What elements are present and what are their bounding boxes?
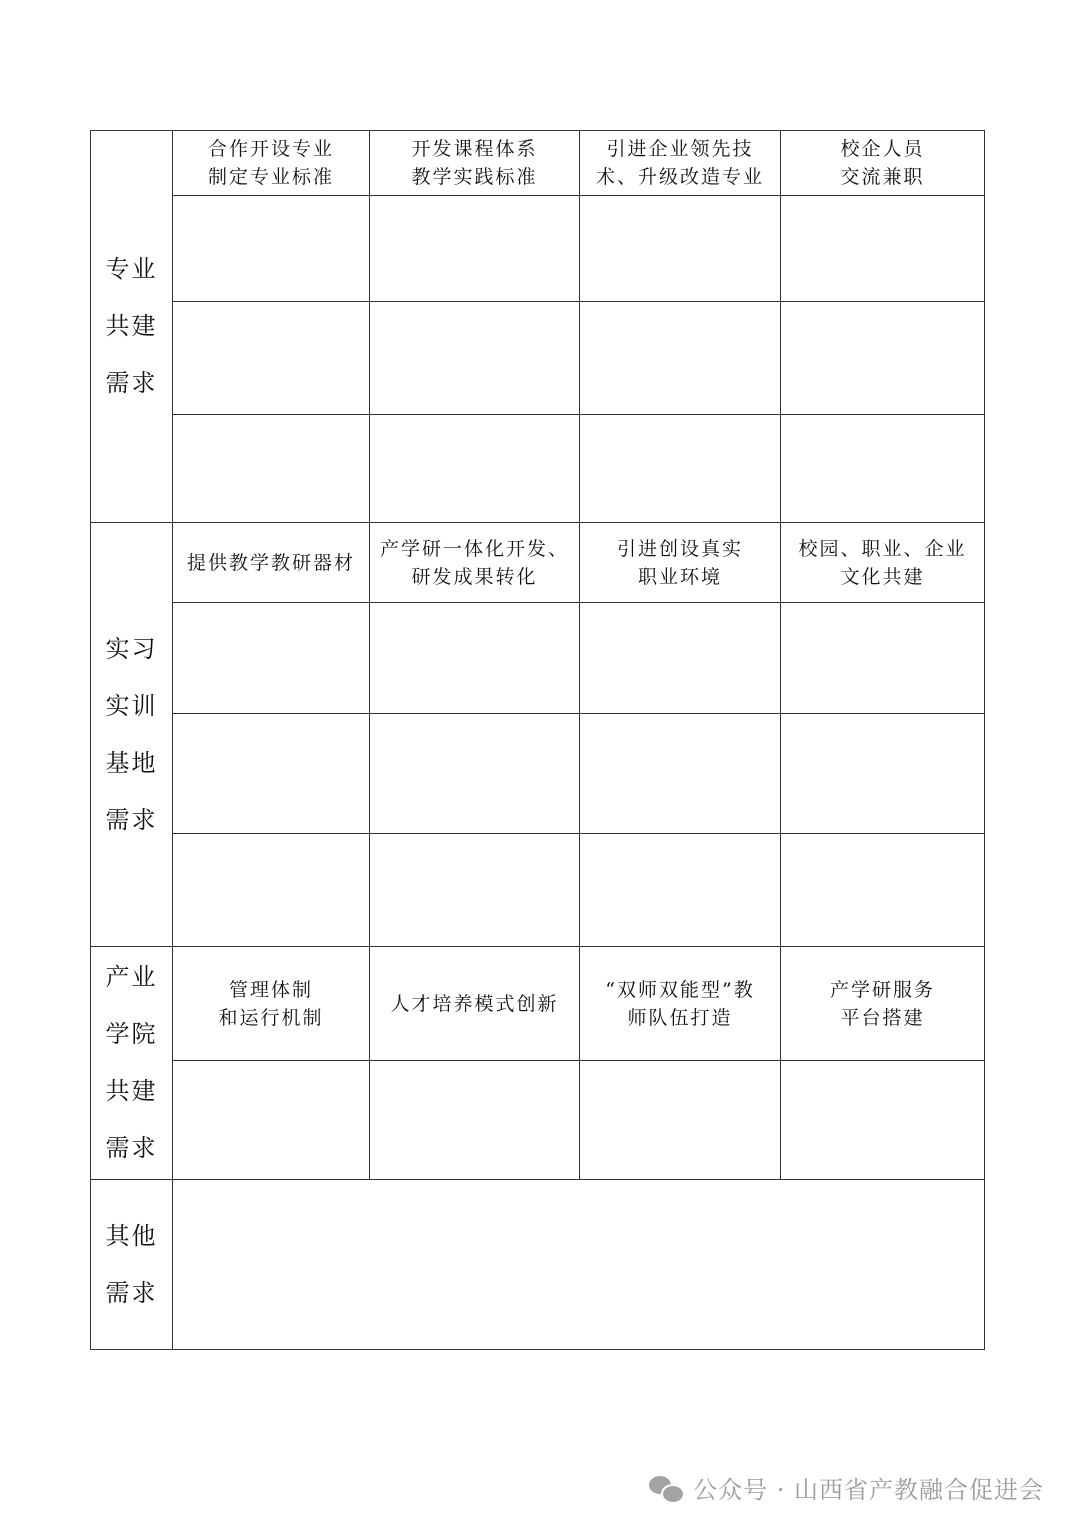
- entry-cell[interactable]: [370, 1061, 580, 1180]
- entry-cell[interactable]: [781, 415, 985, 523]
- watermark: [649, 1470, 1044, 1505]
- header-cell: 开发课程体系 教学实践标准: [370, 131, 580, 196]
- entry-cell[interactable]: [580, 1061, 781, 1180]
- entry-cell[interactable]: [370, 714, 580, 834]
- wechat-icon: [649, 1474, 683, 1502]
- entry-cell[interactable]: [173, 302, 370, 415]
- entry-cell[interactable]: [580, 714, 781, 834]
- entry-cell[interactable]: [580, 603, 781, 714]
- entry-cell[interactable]: [370, 834, 580, 947]
- entry-cell[interactable]: [173, 196, 370, 302]
- entry-cell[interactable]: [781, 603, 985, 714]
- header-cell: 引进企业领先技 术、升级改造专业: [580, 131, 781, 196]
- entry-cell[interactable]: [173, 834, 370, 947]
- entry-cell[interactable]: [173, 415, 370, 523]
- entry-cell[interactable]: [173, 603, 370, 714]
- entry-cell[interactable]: [781, 302, 985, 415]
- entry-cell[interactable]: [173, 714, 370, 834]
- entry-cell[interactable]: [781, 834, 985, 947]
- header-cell: 产学研服务 平台搭建: [781, 947, 985, 1061]
- entry-cell[interactable]: [370, 196, 580, 302]
- section-label-other: 其他 需求: [91, 1180, 173, 1350]
- other-demand-entry-cell[interactable]: [173, 1180, 985, 1350]
- header-cell: 产学研一体化开发、 研发成果转化: [370, 523, 580, 603]
- section-label-specialty: 专业 共建 需求: [91, 131, 173, 523]
- header-cell: 校园、职业、企业 文化共建: [781, 523, 985, 603]
- header-cell: 人才培养模式创新: [370, 947, 580, 1061]
- entry-cell[interactable]: [370, 603, 580, 714]
- section-label-industry-college: 产业 学院 共建 需求: [91, 947, 173, 1180]
- entry-cell[interactable]: [580, 834, 781, 947]
- entry-cell[interactable]: [173, 1061, 370, 1180]
- entry-cell[interactable]: [580, 196, 781, 302]
- watermark-text: 公众号 · 山西省产教融合促进会: [693, 1476, 1044, 1504]
- entry-cell[interactable]: [781, 714, 985, 834]
- section-label-training-base: 实习 实训 基地 需求: [91, 523, 173, 947]
- entry-cell[interactable]: [781, 196, 985, 302]
- entry-cell[interactable]: [580, 302, 781, 415]
- demand-form-table: [90, 130, 985, 1350]
- entry-cell[interactable]: [781, 1061, 985, 1180]
- header-cell: “双师双能型”教 师队伍打造: [580, 947, 781, 1061]
- header-cell: 提供教学教研器材: [173, 523, 370, 603]
- entry-cell[interactable]: [580, 415, 781, 523]
- header-cell: 合作开设专业 制定专业标准: [173, 131, 370, 196]
- header-cell: 管理体制 和运行机制: [173, 947, 370, 1061]
- header-cell: 校企人员 交流兼职: [781, 131, 985, 196]
- header-cell: 引进创设真实 职业环境: [580, 523, 781, 603]
- entry-cell[interactable]: [370, 302, 580, 415]
- entry-cell[interactable]: [370, 415, 580, 523]
